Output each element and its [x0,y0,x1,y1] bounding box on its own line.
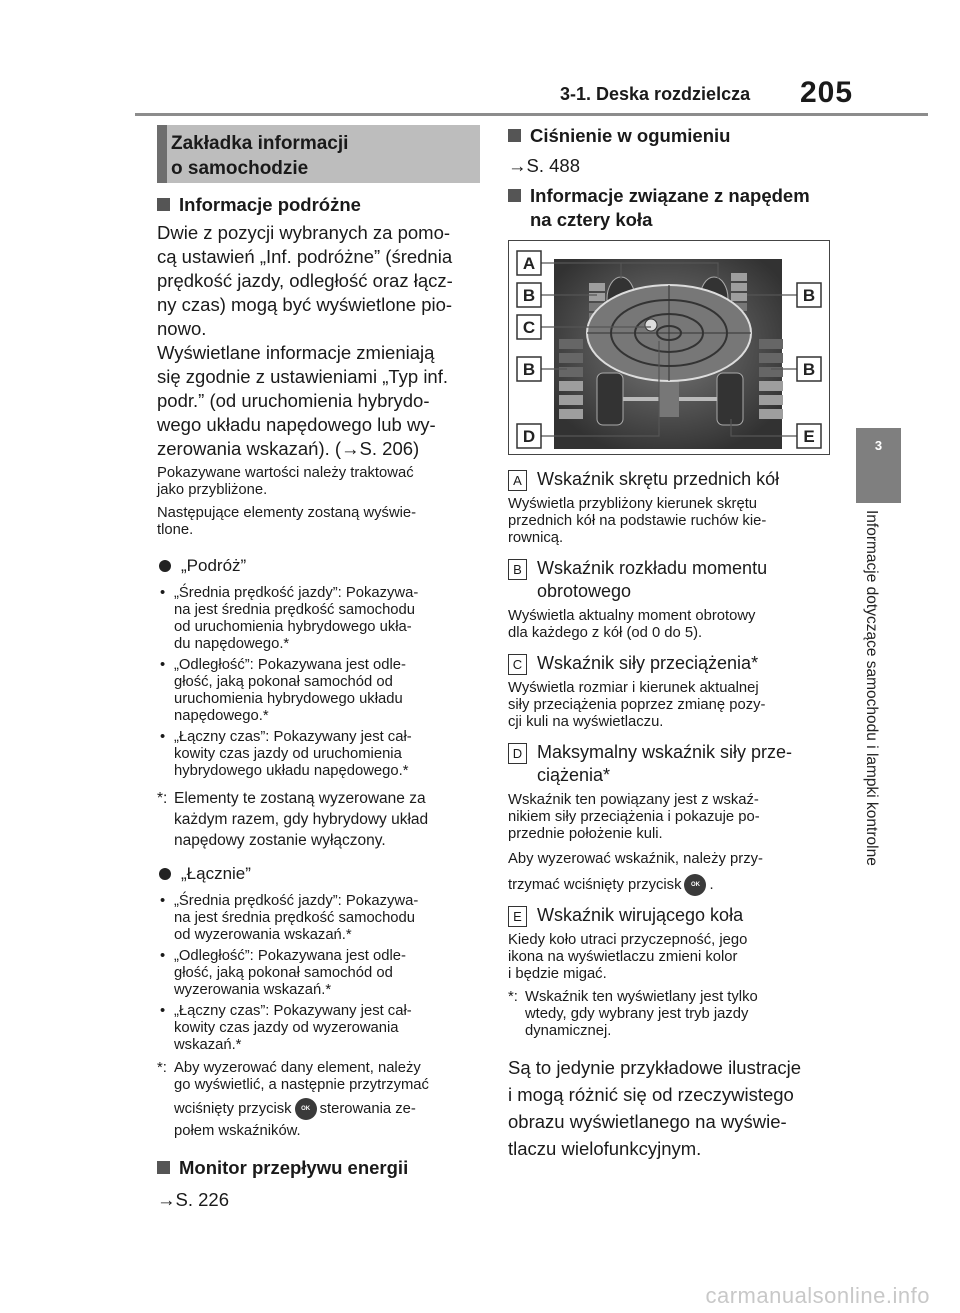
square-bullet-icon [157,1161,170,1174]
item-desc-a: Wyświetla przybliżony kierunek skrętu przednich kół na podstawie ruchów kie- rownicą. [508,496,767,546]
heading-tire-pressure: Ciśnienie w ogumieniu [508,124,838,148]
heading-energy-monitor: Monitor przepływu energii [157,1156,487,1180]
fig-label-e: E [803,427,815,446]
item-title-b: B Wskaźnik rozkładu momentu obrotowego [508,557,838,603]
item-title-a: A Wskaźnik skrętu przednich kół [508,468,838,491]
item-desc-c: Wyświetla rozmiar i kierunek aktualnej siły przeciążenia poprzez zmianę pozy- cji kuli na wyświetlaczu. [508,680,766,730]
fig-label-b: B [802,360,816,379]
section-title-bar [157,125,167,183]
square-bullet-icon [508,129,521,142]
fig-label-c: C [522,318,536,337]
note-approx: Pokazywane wartości należy traktować jako przybliżone. [157,465,414,498]
paragraph-trip-2: Wyświetlane informacje zmieniają się zgodnie z ustawieniami „Typ inf. podr.” (od uruchomienia hybrydo- wego układu napędowego lub wy- zerowania wskazań). (→S. 206) [157,342,448,459]
awd-display-figure [508,240,830,455]
item-title-d: D Maksymalny wskaźnik siły prze- ciążenia* [508,741,838,787]
list-item: • „Łączny czas”: Pokazywany jest cał- kowity czas jazdy od uruchomienia hybrydowego układu napędowego.* [157,729,487,780]
item-desc-e: Kiedy koło utraci przyczepność, jego ikona na wyświetlaczu zmieni kolor i będzie migać. [508,932,748,982]
reset-instruction: Aby wyzerować wskaźnik, należy przy- [508,851,763,867]
list-item: • „Średnia prędkość jazdy”: Pokazywa- na jest średnia prędkość samochodu od uruchomienia hybrydowego ukła- du napędowego.* [157,585,487,653]
right-column-items [508,468,838,1162]
fig-label-a: A [522,254,536,273]
ok-button-icon: OK [295,1098,317,1120]
awd-display-illustration [509,241,828,453]
section-title-box [157,125,480,183]
ok-button-icon: OK [684,874,706,896]
fig-label-b: B [522,286,536,305]
list-item: • „Odległość”: Pokazywana jest odle- głość, jaką pokonał samochód od wyzerowania wskazań.* [157,948,487,999]
closing-note: Są to jedynie przykładowe ilustracje i mogą różnić się od rzeczywistego obrazu wyświetlanego na wyświe- tlaczu wielofunkcyjnym. [508,1057,802,1159]
chapter-side-title: Informacje dotyczące samochodu i lampki kontrolne [863,510,880,866]
reset-instruction-2: trzymać wciśnięty przycisk OK . [508,874,838,896]
fig-label-b: B [522,360,536,379]
footnote-reset-total: *: Aby wyzerować dany element, należy go wyświetlić, a następnie przytrzymać wciśnięty przycisk OK sterowania ze- połem wskaźników. [157,1060,429,1139]
list-item: • „Odległość”: Pokazywana jest odle- głość, jaką pokonał samochód od uruchomienia hybrydowego układu napędowego.* [157,657,487,725]
list-item: • „Średnia prędkość jazdy”: Pokazywa- na jest średnia prędkość samochodu od wyzerowania wskazań.* [157,893,487,944]
bullet-dot-icon [159,560,171,572]
footnote-dynamic-mode: *: Wskaźnik ten wyświetlany jest tylko wtedy, gdy wybrany jest tryb jazdy dynamicznej. [508,989,758,1039]
bullet-trip: „Podróż” [157,555,487,577]
ref-tire-pressure: →S. 488 [508,155,580,176]
header-rule [135,113,928,116]
item-title-c: C Wskaźnik siły przeciążenia* [508,652,838,675]
square-bullet-icon [157,198,170,211]
footnote-reset-trip: *: Elementy te zostaną wyzerowane za każdym razem, gdy hybrydowy układ napędowy zostanie wyłączony. [157,790,429,849]
bullet-dot-icon [159,868,171,880]
page-number: 205 [800,76,854,109]
fig-label-b: B [802,286,816,305]
watermark: carmanualsonline.info [705,1283,930,1308]
chapter-title: 3-1. Deska rozdzielcza [560,84,751,104]
paragraph-trip-1: Dwie z pozycji wybranych za pomo- cą ustawień „Inf. podróżne” (średnia prędkość jazdy, odległość oraz łącz- ny czas) mogą być wyświetlone pio- nowo. [157,222,453,339]
right-column-top [508,124,838,232]
item-desc-b: Wyświetla aktualny moment obrotowy dla każdego z kół (od 0 do 5). [508,608,756,641]
fig-label-d: D [522,427,536,446]
heading-trip-info: Informacje podróżne [157,193,487,217]
note-elements: Następujące elementy zostaną wyświe- tlone. [157,505,417,538]
section-title: Zakładka informacji o samochodzie [171,133,349,179]
list-item: • „Łączny czas”: Pokazywany jest cał- kowity czas jazdy od wyzerowania wskazań.* [157,1003,487,1054]
item-title-e: E Wskaźnik wirującego koła [508,904,838,927]
ref-energy-monitor: →S. 226 [157,1189,229,1210]
chapter-tab: 3 [856,428,901,503]
square-bullet-icon [508,189,521,202]
left-column [157,193,487,1212]
item-desc-d: Wskaźnik ten powiązany jest z wskaź- nikiem siły przeciążenia i pokazuje po- przednie położenie kuli. [508,792,760,842]
bullet-total: „Łącznie” [157,863,487,885]
heading-awd-info: Informacje związane z napędem na cztery koła [508,184,838,232]
